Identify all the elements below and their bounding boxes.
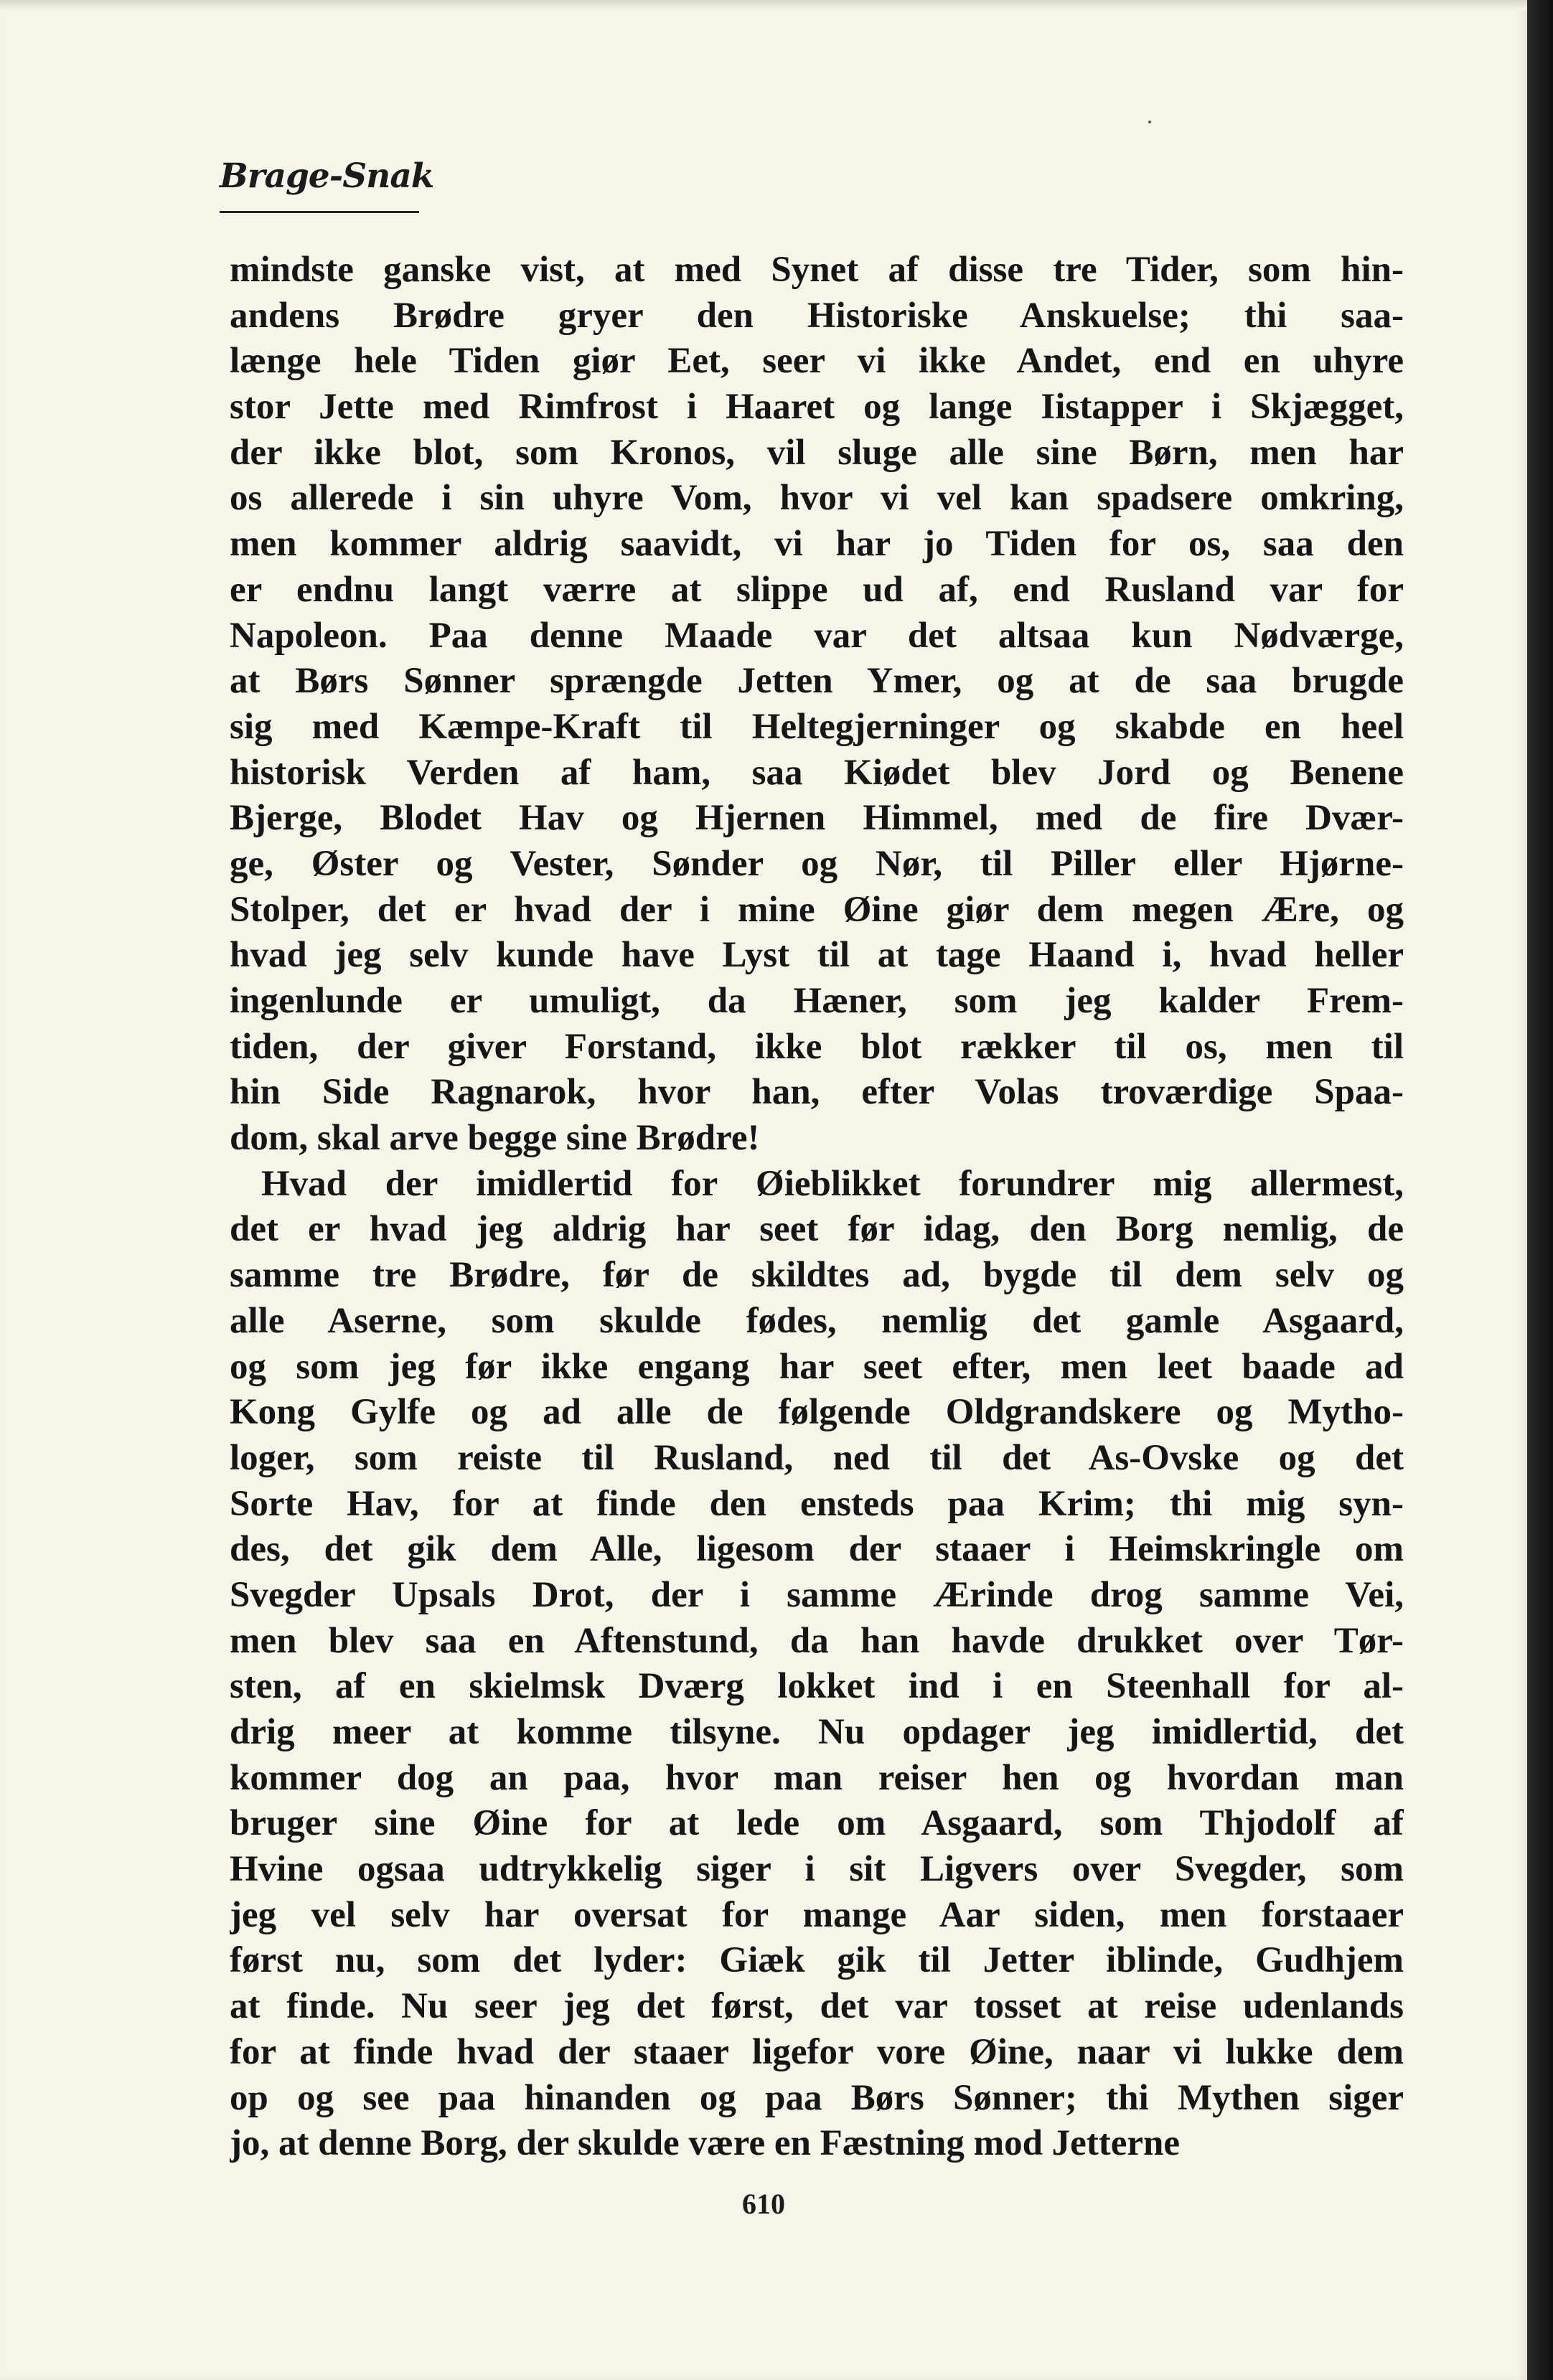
text-line: Hvad der imidlertid for Øieblikket forundrer mig allermest, [261, 1163, 1404, 1204]
paper-speck [1148, 121, 1151, 123]
text-line: historisk Verden af ham, saa Kiødet blev Jord og Benene [230, 752, 1404, 793]
page-top-edge [0, 0, 1527, 10]
text-line: sig med Kæmpe-Kraft til Heltegjerninger og skabde en heel [230, 706, 1404, 747]
text-line: der ikke blot, som Kronos, vil sluge alle sine Børn, men har [230, 432, 1404, 473]
text-line: er endnu langt værre at slippe ud af, end Rusland var for [230, 569, 1404, 610]
text-line: længe hele Tiden giør Eet, seer vi ikke Andet, end en uhyre [230, 341, 1404, 382]
text-line: Napoleon. Paa denne Maade var det altsaa kun Nødværge, [230, 615, 1404, 656]
page-number: 610 [742, 2188, 785, 2220]
text-line: kommer dog an paa, hvor man reiser hen og hvordan man [230, 1757, 1404, 1798]
text-line: Sorte Hav, for at finde den ensteds paa Krim; thi mig syn- [230, 1483, 1404, 1524]
text-line: sten, af en skielmsk Dværg lokket ind i en Steenhall for al- [230, 1666, 1404, 1707]
running-head: Brage-Snak [220, 156, 434, 196]
text-line: men blev saa en Aftenstund, da han havde drukket over Tør- [230, 1620, 1404, 1661]
text-line: Hvine ogsaa udtrykkelig siger i sit Ligvers over Svegder, som [230, 1849, 1404, 1890]
text-line: Kong Gylfe og ad alle de følgende Oldgrandskere og Mytho- [230, 1392, 1404, 1433]
text-line: for at finde hvad der staaer ligefor vore Øine, naar vi lukke dem [230, 2031, 1404, 2072]
body-text [230, 248, 1404, 2167]
text-line: mindste ganske vist, at med Synet af disse tre Tider, som hin- [230, 250, 1404, 290]
text-line: men kommer aldrig saavidt, vi har jo Tiden for os, saa den [230, 524, 1404, 565]
text-line: os allerede i sin uhyre Vom, hvor vi vel kan spadsere omkring, [230, 478, 1404, 519]
text-line: ingenlunde er umuligt, da Hæner, som jeg kalder Frem- [230, 981, 1404, 1021]
text-line: hin Side Ragnarok, hvor han, efter Volas troværdige Spaa- [230, 1072, 1404, 1113]
text-line: ge, Øster og Vester, Sønder og Nør, til Piller eller Hjørne- [230, 843, 1404, 884]
text-line: jo, at denne Borg, der skulde være en Fæstning mod Jetterne [230, 2123, 1181, 2164]
text-line: samme tre Brødre, før de skildtes ad, bygde til dem selv og [230, 1255, 1404, 1296]
text-line: det er hvad jeg aldrig har seet før idag, den Borg nemlig, de [230, 1209, 1404, 1250]
text-line: bruger sine Øine for at lede om Asgaard, som Thjodolf af [230, 1803, 1404, 1844]
text-line: jeg vel selv har oversat for mange Aar siden, men forstaaer [230, 1894, 1404, 1935]
text-line: dom, skal arve begge sine Brødre! [230, 1118, 760, 1159]
scan-border [1527, 0, 1553, 2380]
text-line: og som jeg før ikke engang har seet efter, men leet baade ad [230, 1346, 1404, 1387]
text-line: tiden, der giver Forstand, ikke blot rækker til os, men til [230, 1026, 1404, 1067]
text-line: alle Aserne, som skulde fødes, nemlig det gamle Asgaard, [230, 1300, 1404, 1341]
text-line: Svegder Upsals Drot, der i samme Ærinde drog samme Vei, [230, 1574, 1404, 1615]
text-line: loger, som reiste til Rusland, ned til det As-Ovske og det [230, 1437, 1404, 1478]
text-line: at Børs Sønner sprængde Jetten Ymer, og at de saa brugde [230, 661, 1404, 702]
text-line: Bjerge, Blodet Hav og Hjernen Himmel, med de fire Dvær- [230, 798, 1404, 839]
text-line: drig meer at komme tilsyne. Nu opdager jeg imidlertid, det [230, 1712, 1404, 1752]
text-line: des, det gik dem Alle, ligesom der staaer i Heimskringle om [230, 1529, 1404, 1570]
text-line: andens Brødre gryer den Historiske Anskuelse; thi saa- [230, 295, 1404, 336]
text-line: hvad jeg selv kunde have Lyst til at tage Haand i, hvad heller [230, 935, 1404, 976]
text-line: at finde. Nu seer jeg det først, det var tosset at reise udenlands [230, 1986, 1404, 2027]
running-head-rule [220, 211, 419, 213]
text-line: først nu, som det lyder: Giæk gik til Jetter iblinde, Gudhjem [230, 1940, 1404, 1981]
text-line: Stolper, det er hvad der i mine Øine giør dem megen Ære, og [230, 889, 1404, 930]
text-line: stor Jette med Rimfrost i Haaret og lange Iistapper i Skjægget, [230, 387, 1404, 428]
text-line: op og see paa hinanden og paa Børs Sønner; thi Mythen siger [230, 2077, 1404, 2118]
